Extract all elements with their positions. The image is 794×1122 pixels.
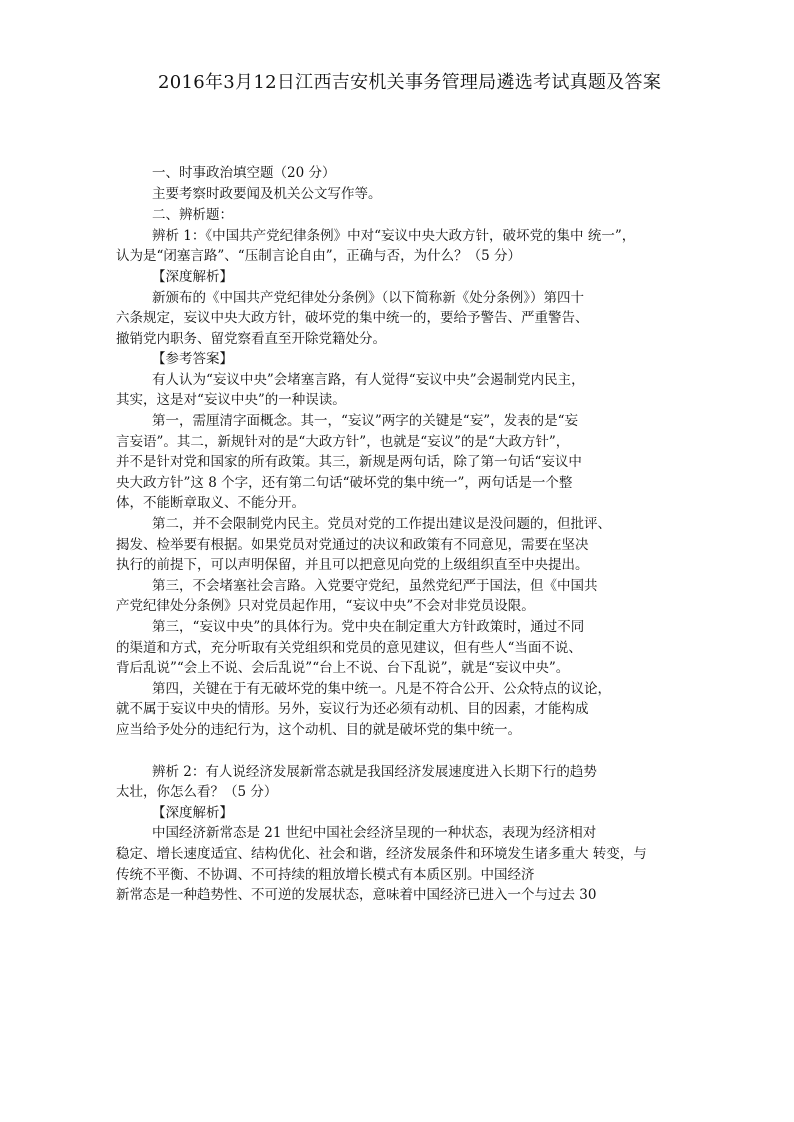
body-line: 就不属于妄议中央的情形。另外，妄议行为还必须有动机、目的因素，才能构成 [116,701,589,717]
body-line: 【深度解析】 [152,805,233,821]
body-line: 传统不平衡、不协调、不可持续的粗放增长模式有本质区别。中国经济 [116,867,535,883]
body-line: 中国经济新常态是 21 世纪中国社会经济呈现的一种状态，表现为经济相对 [152,825,597,841]
body-line: 撤销党内职务、留党察看直至开除党籍处分。 [116,331,386,347]
body-line: 第二，并不会限制党内民主。党员对党的工作提出建议是没问题的，但批评、 [152,516,611,532]
body-line: 的渠道和方式，充分听取有关党组织和党员的意见建议，但有些人“当面不说、 [116,640,582,656]
body-line: 新常态是一种趋势性、不可逆的发展状态，意味着中国经济已进入一个与过去 30 [116,887,597,903]
body-line: 主要考察时政要闻及机关公文写作等。 [152,186,382,202]
body-line: 央大政方针”这 8 个字，还有第二句话“破坏党的集中统一”，两句话是一个整 [116,475,573,491]
body-line: 背后乱说”“会上不说、会后乱说”“台上不说、台下乱说”，就是“妄议中央”。 [116,660,570,676]
body-line: 一、时事政治填空题（20 分） [152,165,336,181]
body-line: 应当给予处分的违纪行为，这个动机、目的就是破坏党的集中统一。 [116,722,521,738]
body-line: 第三，“妄议中央”的具体行为。党中央在制定重大方针政策时，通过不同 [152,619,585,635]
body-line: 言妄语”。其二，新规针对的是“大政方针”，也就是“妄议”的是“大政方针”， [116,434,570,450]
body-line: 二、辨析题： [152,207,233,223]
body-line: 新颁布的《中国共产党纪律处分条例》（以下简称新《处分条例》）第四十 [152,290,584,306]
body-line: 辨析 2：有人说经济发展新常态就是我国经济发展速度进入长期下行的趋势 [152,764,597,780]
body-line: 并不是针对党和国家的所有政策。其三，新规是两句话，除了第一句话“妄议中 [116,454,582,470]
body-line: 【参考答案】 [152,351,233,367]
body-line: 其实，这是对“妄议中央”的一种误读。 [116,392,346,408]
body-line: 稳定、增长速度适宜、结构优化、社会和谐，经济发展条件和环境发生诸多重大 转变，与 [116,846,647,862]
document-title: 2016年3月12日江西吉安机关事务管理局遴选考试真题及答案 [158,72,662,93]
body-line: 有人认为“妄议中央”会堵塞言路，有人觉得“妄议中央”会遏制党内民主， [152,372,585,388]
body-line: 体，不能断章取义、不能分开。 [116,495,305,511]
body-line: 六条规定，妄议中央大政方针，破坏党的集中统一的，要给予警告、严重警告、 [116,310,589,326]
body-line: 辨析 1：《中国共产党纪律条例》中对“妄议中央大政方针，破坏党的集中 统一”， [152,228,636,244]
body-line: 第四，关键在于有无破坏党的集中统一。凡是不符合公开、公众特点的议论， [152,681,611,697]
body-line: 第一，需厘清字面概念。其一，“妄议”两字的关键是“妄”，发表的是“妄 [152,413,579,429]
body-line: 认为是“闭塞言路”、“压制言论自由”，正确与否，为什么？（5 分） [116,248,521,264]
body-line: 【深度解析】 [152,269,233,285]
body-line: 执行的前提下，可以声明保留，并且可以把意见向党的上级组织直至中央提出。 [116,557,589,573]
body-line: 第三，不会堵塞社会言路。入党要守党纪，虽然党纪严于国法，但《中国共 [152,578,598,594]
body-line: 太壮，你怎么看？（5 分） [116,784,278,800]
body-line: 揭发、检举要有根据。如果党员对党通过的决议和政策有不同意见，需要在坚决 [116,537,589,553]
body-line: 产党纪律处分条例》只对党员起作用，“妄议中央”不会对非党员设限。 [116,598,535,614]
